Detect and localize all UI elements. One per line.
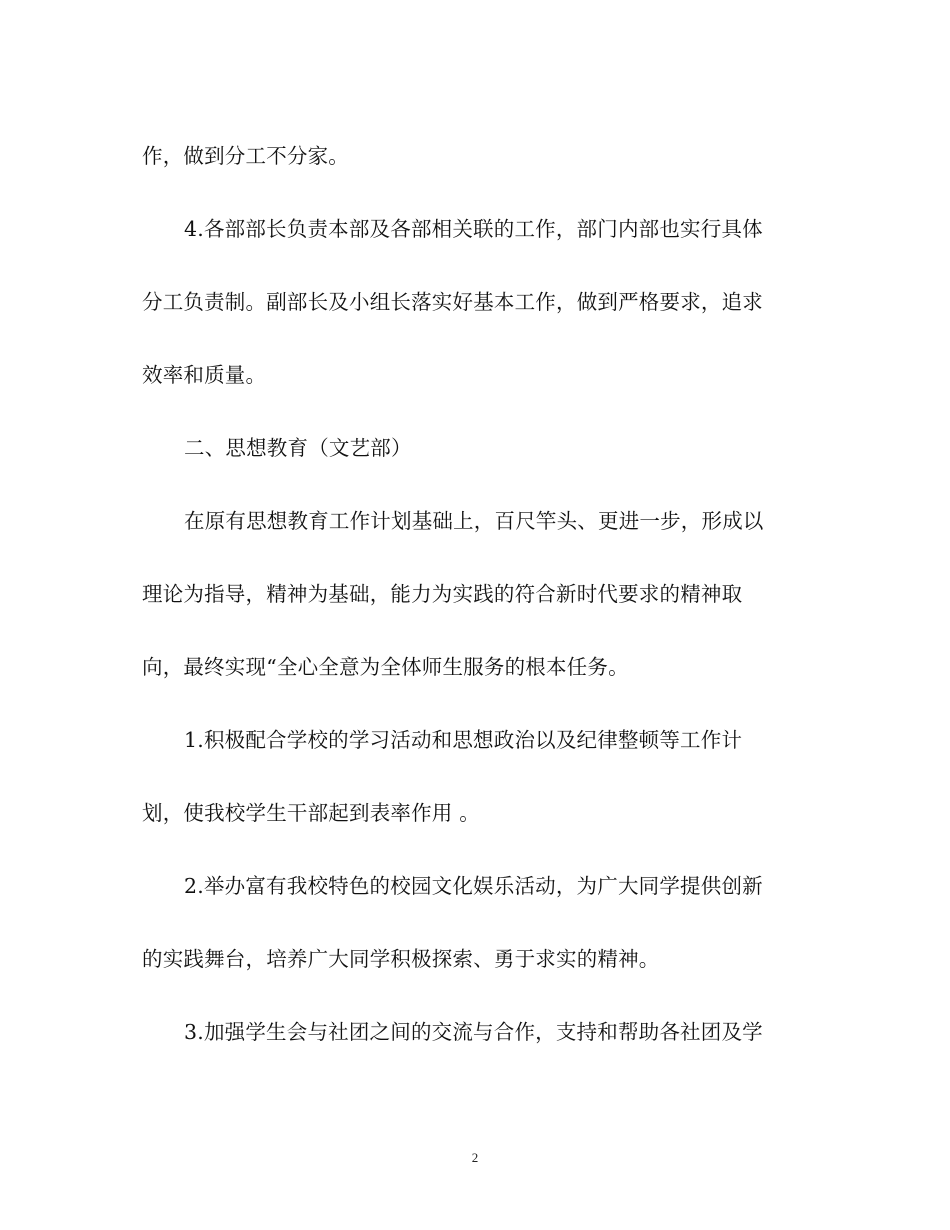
text-line-8: 向，最终实现“全心全意为全体师生服务的根本任务。	[142, 655, 629, 679]
text-line-10: 划，使我校学生干部起到表率作用 。	[142, 801, 480, 825]
text-line-6: 在原有思想教育工作计划基础上，百尺竿头、更进一步，形成以	[184, 509, 764, 533]
text-line-13: 3.加强学生会与社团之间的交流与合作，支持和帮助各社团及学	[184, 1020, 763, 1044]
text-line-3: 分工负责制。副部长及小组长落实好基本工作，做到严格要求，追求	[142, 290, 763, 314]
text-line-1: 作，做到分工不分家。	[142, 144, 349, 168]
text-line-9: 1.积极配合学校的学习活动和思想政治以及纪律整顿等工作计	[184, 728, 743, 752]
text-line-12: 的实践舞台，培养广大同学积极探索、勇于求实的精神。	[142, 947, 660, 971]
page-number: 2	[471, 1150, 479, 1165]
section-heading: 二、思想教育（文艺部）	[184, 436, 412, 460]
text-line-2: 4.各部部长负责本部及各部相关联的工作，部门内部也实行具体	[184, 217, 763, 241]
text-line-11: 2.举办富有我校特色的校园文化娱乐活动，为广大同学提供创新	[184, 874, 763, 898]
text-line-7: 理论为指导，精神为基础，能力为实践的符合新时代要求的精神取	[142, 582, 743, 606]
text-line-4: 效率和质量。	[142, 363, 267, 387]
